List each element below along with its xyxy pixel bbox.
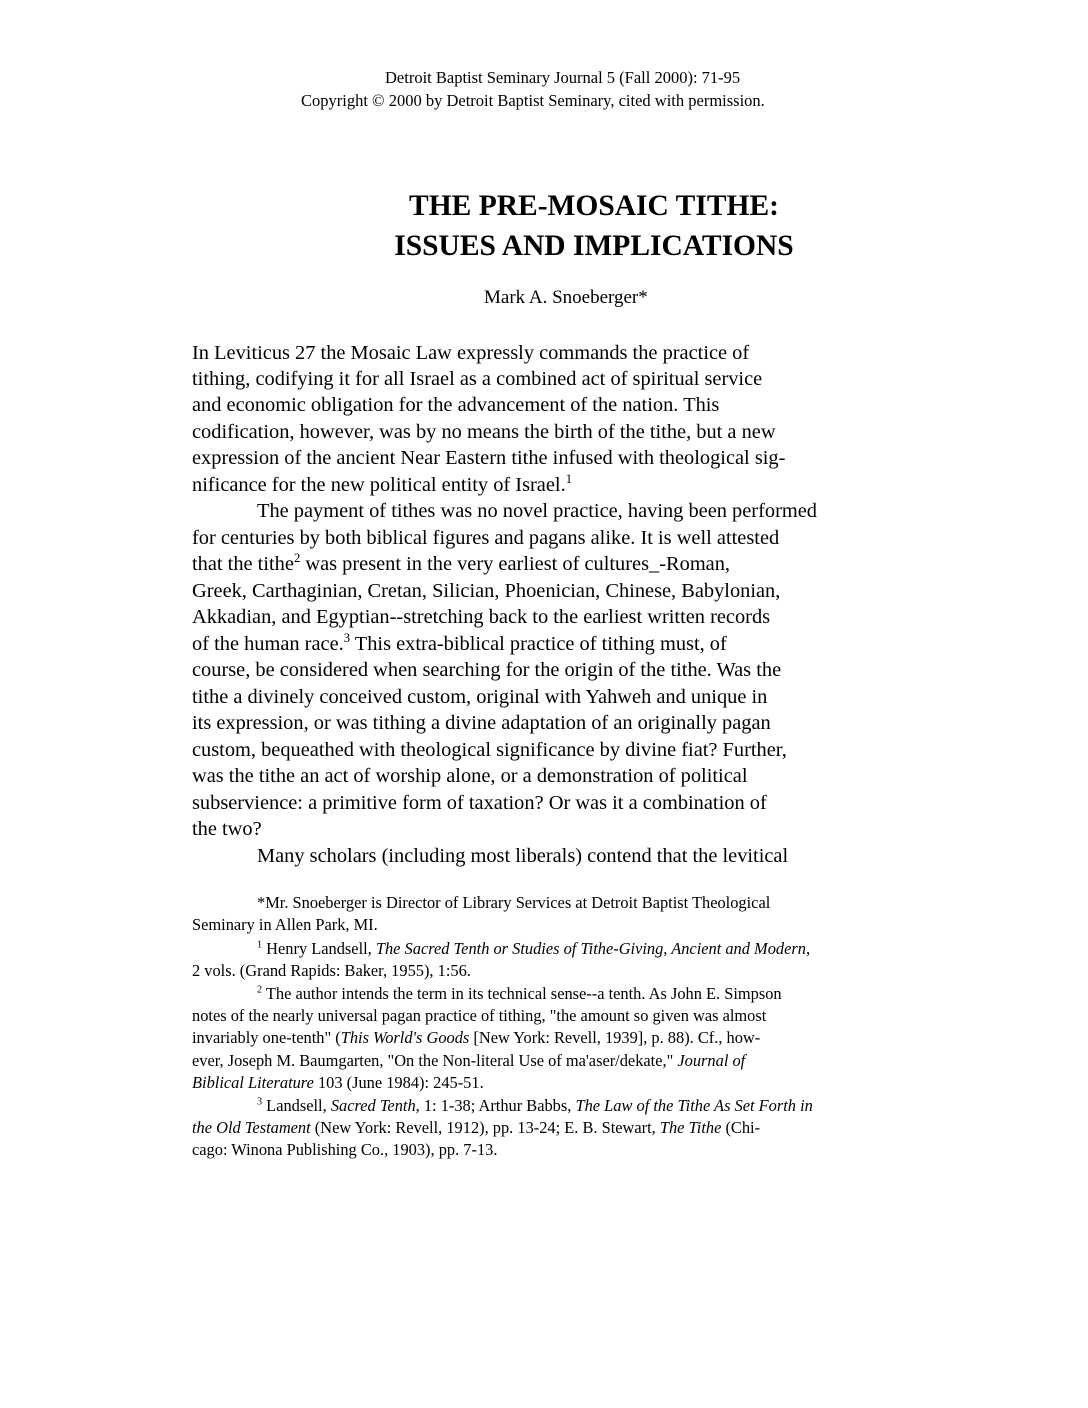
body-text-span: that the tithe: [192, 553, 294, 575]
body-line: In Leviticus 27 the Mosaic Law expressly commands the practice of: [192, 342, 750, 364]
body-line: course, be considered when searching for the origin of the tithe. Was the: [192, 659, 782, 681]
body-line: its expression, or was tithing a divine adaptation of an originally pagan: [192, 712, 771, 734]
journal-citation: Detroit Baptist Seminary Journal 5 (Fall 2000): 71-95: [385, 68, 741, 87]
footnote-text: 103 (June 1984): 245-51.: [313, 1073, 484, 1092]
body-line: for centuries by both biblical figures and pagans alike. It is well attested: [192, 527, 780, 549]
body-line: tithe a divinely conceived custom, original with Yahweh and unique in: [192, 686, 768, 708]
footnote-title: This World's Goods: [340, 1028, 470, 1047]
footnote-title: Biblical Literature: [192, 1073, 314, 1092]
body-line: [192, 551, 730, 578]
footnote-number: 2: [257, 984, 263, 996]
title-line-2: ISSUES AND IMPLICATIONS: [394, 230, 794, 262]
footnote-text: invariably one-tenth" (: [192, 1028, 341, 1047]
footnote-title: the Old Testament: [192, 1118, 311, 1137]
footnote-1: [257, 938, 810, 960]
footnote-author: Seminary in Allen Park, MI.: [192, 915, 378, 934]
footnote-ref-3[interactable]: 3: [343, 631, 351, 646]
footnote-text: (Chi-: [721, 1118, 761, 1137]
body-text-span: This extra-biblical practice of tithing must, of: [350, 633, 727, 655]
footnote-2: [192, 1072, 484, 1094]
footnote-title: The Law of the Tithe As Set Forth in: [575, 1096, 813, 1115]
footnote-title: The Sacred Tenth or Studies of Tithe-Giving, Ancient and Modern: [375, 939, 806, 958]
footnote-ref-2[interactable]: 2: [293, 551, 301, 566]
footnote-text: (New York: Revell, 1912), pp. 13-24; E. B. Stewart,: [310, 1118, 660, 1137]
body-line: codification, however, was by no means the birth of the tithe, but a new: [192, 421, 776, 443]
body-line: expression of the ancient Near Eastern tithe infused with theological sig-: [192, 447, 786, 469]
footnote-author: *Mr. Snoeberger is Director of Library Services at Detroit Baptist Theological: [257, 893, 771, 912]
title-line-1: THE PRE-MOSAIC TITHE:: [409, 190, 779, 222]
body-line: Akkadian, and Egyptian--stretching back to the earliest written records: [192, 606, 771, 628]
body-line: custom, bequeathed with theological significance by divine fiat? Further,: [192, 739, 787, 761]
footnote-number: 3: [257, 1096, 263, 1108]
footnote-title: Sacred Tenth: [330, 1096, 416, 1115]
body-line: The payment of tithes was no novel practice, having been performed: [257, 500, 817, 522]
footnote-3: [192, 1117, 760, 1139]
body-text-span: was present in the very earliest of cultures_-Roman,: [300, 553, 731, 575]
footnote-text: ,: [805, 939, 811, 958]
footnote-3: cago: Winona Publishing Co., 1903), pp. 7-13.: [192, 1140, 498, 1159]
body-line: Many scholars (including most liberals) contend that the levitical: [257, 845, 789, 867]
copyright-notice: Copyright © 2000 by Detroit Baptist Seminary, cited with permission.: [301, 91, 765, 110]
footnote-title: Journal of: [677, 1051, 746, 1070]
footnote-3: [257, 1095, 813, 1117]
author-name: Mark A. Snoeberger*: [484, 287, 648, 308]
body-line: [192, 472, 572, 499]
body-line: tithing, codifying it for all Israel as a combined act of spiritual service: [192, 368, 763, 390]
footnote-number: 1: [257, 939, 263, 951]
body-line: Greek, Carthaginian, Cretan, Silician, Phoenician, Chinese, Babylonian,: [192, 580, 781, 602]
footnote-ref-1[interactable]: 1: [565, 472, 572, 487]
body-line: the two?: [192, 818, 262, 840]
body-text-span: nificance for the new political entity of Israel.: [192, 474, 566, 496]
footnote-2: [257, 983, 782, 1005]
body-line: was the tithe an act of worship alone, or a demonstration of political: [192, 765, 748, 787]
footnote-text: , 1: 1-38; Arthur Babbs,: [415, 1096, 576, 1115]
footnote-text: Landsell,: [262, 1096, 331, 1115]
footnote-2: notes of the nearly universal pagan practice of tithing, "the amount so given was almost: [192, 1006, 767, 1025]
footnote-text: The author intends the term in its technical sense--a tenth. As John E. Simpson: [262, 984, 782, 1003]
footnote-text: ever, Joseph M. Baumgarten, "On the Non-literal Use of ma'aser/dekate,": [192, 1051, 678, 1070]
body-line: and economic obligation for the advancement of the nation. This: [192, 394, 720, 416]
body-line: subservience: a primitive form of taxation? Or was it a combination of: [192, 792, 767, 814]
footnote-2: [192, 1027, 760, 1049]
footnote-text: Henry Landsell,: [262, 939, 376, 958]
body-text-span: of the human race.: [192, 633, 344, 655]
footnote-title: The Tithe: [659, 1118, 722, 1137]
footnote-2: [192, 1050, 745, 1072]
body-line: [192, 631, 727, 658]
footnote-1: 2 vols. (Grand Rapids: Baker, 1955), 1:56.: [192, 961, 471, 980]
footnote-text: [New York: Revell, 1939], p. 88). Cf., how-: [469, 1028, 761, 1047]
